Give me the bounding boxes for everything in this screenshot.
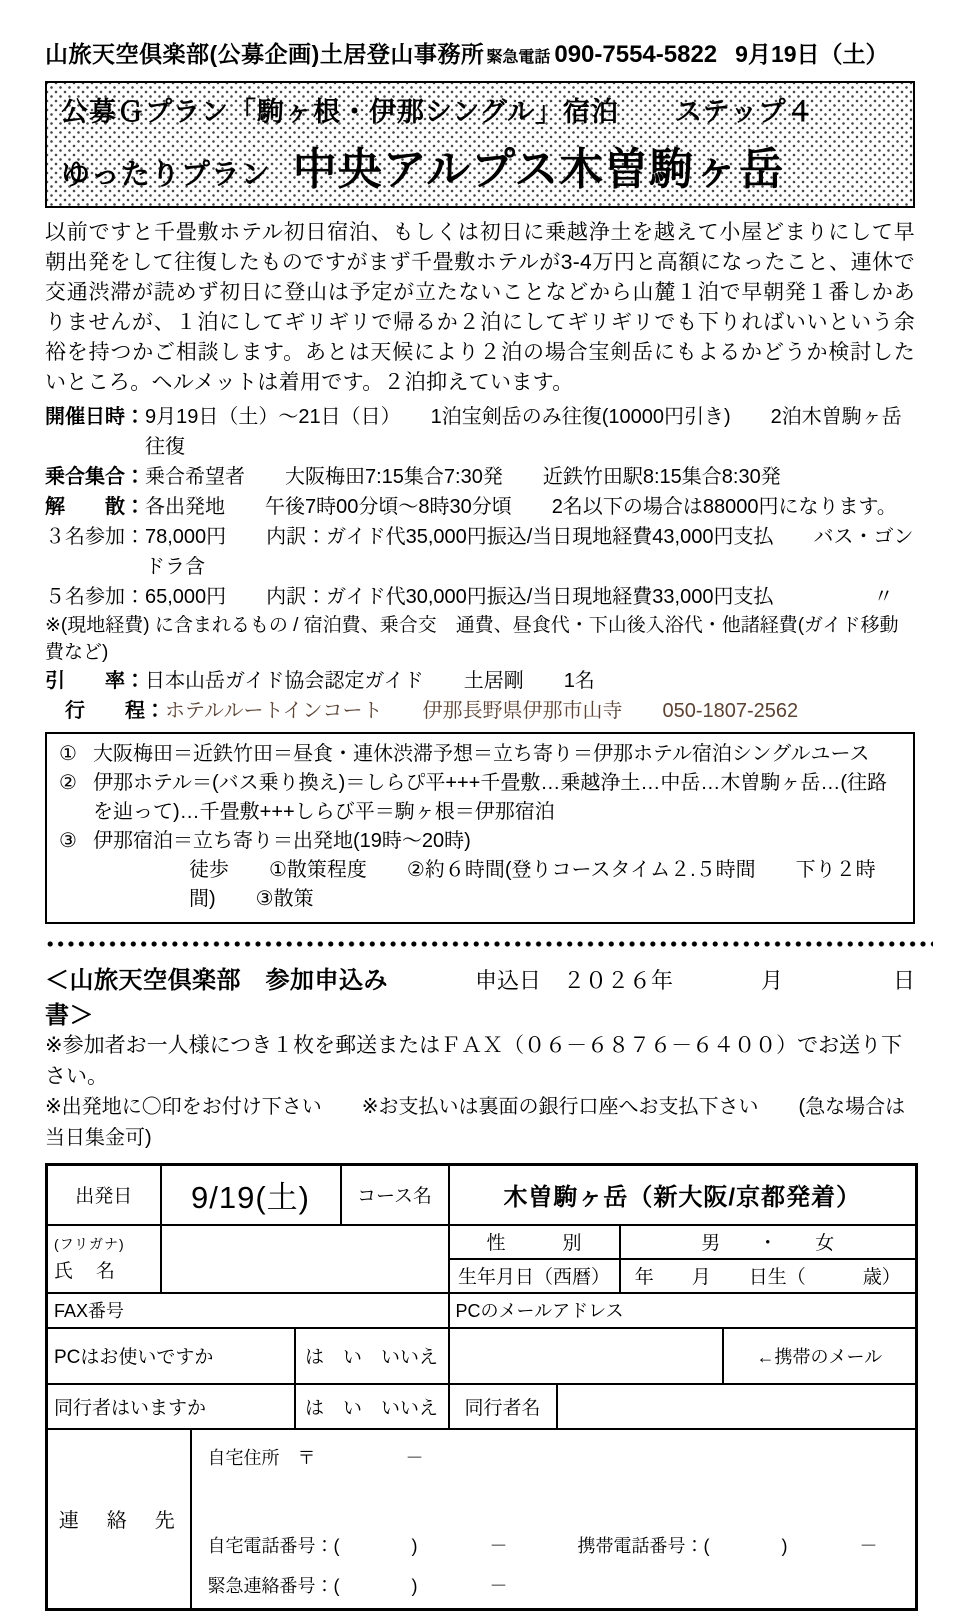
application-form-table [45,1163,918,1611]
mobile-email-note: ←携帯のメール [723,1328,917,1384]
pc-usage-options: は い いいえ [295,1328,449,1384]
plan-subtitle: 公募Ｇプラン「駒ヶ根・伊那シングル」宿泊 ステップ４ [61,97,815,127]
birthdate-label: 生年月日（西暦） [449,1259,620,1293]
contact-label: 連 絡 先 [47,1429,191,1610]
application-note-payment: ※出発地に〇印をお付け下さい ※お支払いは裏面の銀行口座へお支払下さい (急な場合は当日集金可) [45,1096,906,1149]
office-name: 山旅天空倶楽部(公募企画)土居登山事務所 [45,41,485,67]
companion-question: 同行者はいますか [47,1384,295,1429]
fax-number-label: FAX番号 [47,1293,449,1328]
dotted-separator [45,940,933,948]
sex-label: 性 別 [449,1225,620,1259]
application-note-fax: ※参加者お一人様につき１枚を郵送またはＦＡＸ（０６－６８７６－６４００）でお送り下さい。 [45,1034,903,1088]
sex-options: 男 ・ 女 [620,1225,917,1259]
emergency-phone-number: 090-7554-5822 [554,41,718,68]
name-input-cell [161,1225,449,1293]
header-date: 9月19日（土） [735,41,889,67]
birthdate-format: 年 月 日生（ 歳） [620,1259,917,1293]
furigana-label: (フリガナ) [54,1236,125,1252]
emergency-phone-label: 緊急電話 [486,49,551,66]
pc-email-label: PCのメールアドレス [449,1293,917,1328]
intro-paragraph: 以前ですと千畳敷ホテル初日宿泊、もしくは初日に乗越浄土を越えて小屋どまりにして早朝出発をして往復したものですがまず千畳敷ホテルが3-4万円と高額になったこと、連休で交通渋滞が読めず初日に登山は予定が立たないことなどから山麓１泊で早朝発１番しかありませんが、１泊にしてギリギリで帰るか２泊にしてギリギリでも下りればいいという余裕を持つかご相談します。あとは天候により２泊の場合宝剣岳にもよるかどうか検討したいところ。ヘルメットは着用です。２泊抑えています。 [45,221,915,394]
hotel-route-line: 行 程： ホテルルートインコート 伊那長野県伊那市山寺 050-1807-2562 [45,700,799,722]
course-name-value: 木曽駒ヶ岳（新大阪/京都発着） [449,1165,917,1225]
contact-details-cell [191,1429,917,1610]
mobile-email-input-cell [449,1328,723,1384]
local-expenses-note: ※(現地経費) に含まれるもの / 宿泊費、乗合交 通費、昼食代・下山後入浴代・他諸経費(ガイド移動費など) [45,615,899,663]
pc-usage-question: PCはお使いですか [47,1328,295,1384]
mobile-phone-field: 携帯電話番号：( ) － [577,1535,878,1556]
page-title: 中央アルプス木曽駒ヶ岳 [292,145,785,194]
title-box [45,81,915,208]
schedule-section [45,402,915,726]
departure-date-value: 9/19(土) [161,1165,341,1225]
itinerary-box [45,732,915,924]
course-name-label: コース名 [341,1165,449,1225]
walking-time-note: 徒歩 ①散策程度 ②約６時間(登りコースタイム２.５時間 下り２時間) ③散策 [189,859,876,910]
application-form-title: ＜山旅天空倶楽部 参加申込み書＞ [45,967,388,1029]
itinerary-day1: ① 大阪梅田＝近鉄竹田＝昼食・連休渋滞予想＝立ち寄り＝伊那ホテル宿泊シングルユース [59,743,870,765]
application-date-line: 申込日 ２０２６年 月 日 [474,968,915,993]
application-heading-row [45,960,915,1030]
companion-name-label: 同行者名 [449,1384,557,1429]
itinerary-day2: ② 伊那ホテル＝(バス乗り換え)＝しらぴ平+++千畳敷…乗越浄土…中岳…木曽駒ヶ岳…(往路を辿って)…千畳敷+++しらび平＝駒ヶ根＝伊那宿泊 [59,772,888,823]
home-address-field: 自宅住所 〒 － [207,1447,424,1468]
document-header [45,36,915,69]
schedule-line-datetime: 開催日時： 9月19日（土）～21日（日） 1泊宝剣岳のみ往復(10000円引き) 2泊木曽駒ヶ岳往復 [45,406,902,458]
home-phone-field: 自宅電話番号：( ) － [207,1535,508,1556]
companion-name-input-cell [557,1384,917,1429]
schedule-line-dismissal: 解 散： 各出発地 午後7時00分頃～8時30分頃 2名以下の場合は88000円になります。 [45,496,897,518]
name-label-cell [47,1225,161,1293]
itinerary-day3: ③ 伊那宿泊＝立ち寄り＝出発地(19時～20時) [59,830,471,852]
price-line-5persons: ５名参加： 65,000円 内訳：ガイド代30,000円振込/当日現地経費33,000円支払 〃 [45,586,894,608]
price-line-3persons: ３名参加： 78,000円 内訳：ガイド代35,000円振込/当日現地経費43,000円支払 バス・ゴンドラ含 [45,526,914,578]
companion-options: は い いいえ [295,1384,449,1429]
emergency-contact-field: 緊急連絡番号：( ) － [207,1575,508,1596]
schedule-line-meeting: 乗合集合： 乗合希望者 大阪梅田7:15集合7:30発 近鉄竹田駅8:15集合8:30発 [45,466,781,488]
guide-line: 引 率： 日本山岳ガイド協会認定ガイド 土居剛 1名 [45,670,595,692]
departure-date-label: 出発日 [47,1165,161,1225]
name-label: 氏 名 [54,1261,118,1282]
plan-type: ゆったりプラン [61,159,271,191]
